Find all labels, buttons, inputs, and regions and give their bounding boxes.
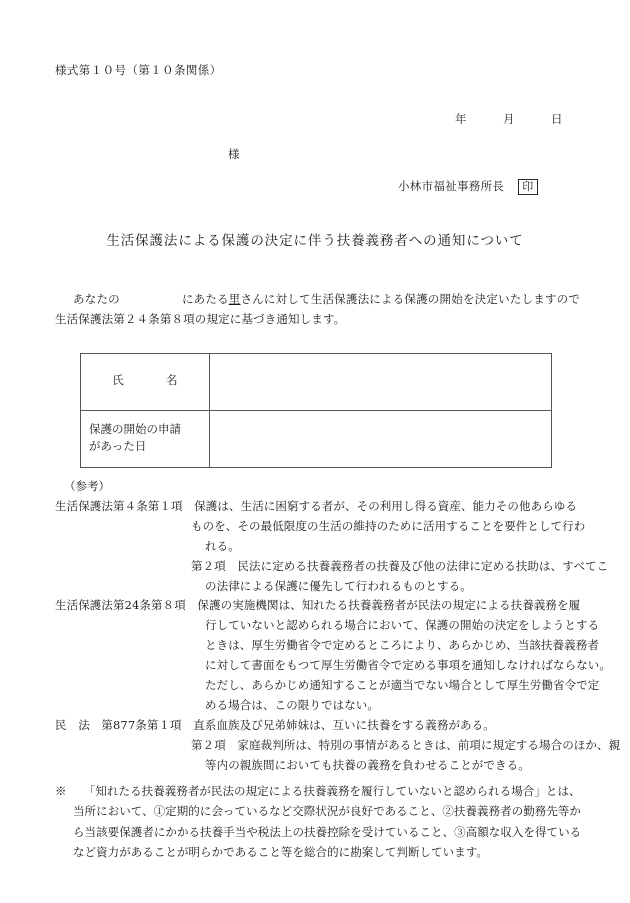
reference-line: ものを、その最低限度の生活の維持のために活用することを要件として行わ — [191, 518, 586, 533]
reference-heading: （参考） — [64, 479, 110, 493]
issuer-row — [398, 178, 538, 196]
table-label-name — [81, 354, 210, 411]
reference-line: の法律による保護に優先して行われるものとする。 — [205, 578, 472, 593]
table-value-application-date[interactable] — [210, 411, 552, 468]
reference-item-seikatsu-24-8 — [55, 596, 611, 715]
reference-item-minpo-877-1 — [55, 716, 585, 736]
reference-block — [55, 497, 621, 775]
form-number: 様式第１０号（第１０条関係） — [55, 63, 222, 77]
reference-line: 生活保護法第４条第１項 保護は、生活に困窮する者が、その利用し得る資産、能力その他あらゆる — [55, 499, 577, 513]
subject-name: 里 — [228, 292, 241, 306]
label-name-char2: 名 — [166, 375, 178, 388]
date-line: 年 月 日 — [455, 112, 563, 126]
reference-line: 民 法 第877条第１項 直系血族及び兄弟姉妹は、互いに扶養をする義務がある。 — [55, 717, 495, 732]
reference-line: 第２項 家庭裁判所は、特別の事情があるときは、前項に規定する場合のほか、親 — [191, 737, 621, 752]
reference-line: 等内の親族間においても扶養の義務を負わせることができる。 — [205, 757, 530, 772]
table-row — [81, 354, 552, 411]
table-label-application-date — [81, 411, 210, 468]
footnote-block — [55, 781, 583, 863]
footnote-line: ら当該要保護者にかかる扶養手当や税法上の扶養控除を受けていること、③高額な収入を得ている — [73, 824, 582, 839]
seal-stamp-box: 印 — [518, 179, 537, 196]
label-application-line2: があった日 — [89, 441, 147, 453]
footnote-line: ※ 「知れたる扶養義務者が民法の規定による扶養義務を履行していないと認められる場合」とは、 — [55, 784, 581, 798]
label-application-line1: 保護の開始の申請 — [89, 423, 181, 436]
page-title: 生活保護法による保護の決定に伴う扶養義務者への通知について — [106, 233, 524, 249]
body-paragraph — [55, 289, 580, 329]
reference-line: ただし、あらかじめ通知することが適当でない場合として厚生労働省令で定 — [205, 678, 600, 693]
label-name-char1: 氏 — [112, 375, 124, 388]
reference-item-seikatsu-4-1 — [55, 497, 585, 557]
applicant-info-table — [80, 353, 552, 468]
reference-item-seikatsu-4-2 — [55, 557, 609, 597]
issuer-name: 小林市福祉事務所長 — [398, 179, 505, 193]
footnote-line: など資力があることが明らかであること等を総合的に勘案して判断しています。 — [73, 845, 488, 860]
reference-line: ときは、厚生労働省令で定めるところにより、あらかじめ、当該扶養義務者 — [205, 638, 599, 653]
table-row — [81, 411, 552, 468]
addressee-suffix: 様 — [228, 147, 240, 161]
reference-line: める場合は、この限りではない。 — [205, 697, 379, 712]
reference-line: れる。 — [205, 538, 240, 553]
body-middle-text: にあたる — [181, 292, 229, 306]
reference-line: に対して書面をもつて厚生労働省令で定める事項を通知しなければならない。 — [205, 658, 611, 673]
reference-line: 生活保護法第24条第８項 保護の実施機関は、知れたる扶養義務者が民法の規定による扶養義務を履 — [55, 598, 581, 613]
body-tail-text: さんに対して生活保護法による保護の開始を決定いたしますので生活保護法第２４条第８項の規定に基づき通知します。 — [55, 292, 580, 327]
footnote-line: 当所において、①定期的に会っているなど交際状況が良好であること、②扶養義務者の勤務先等か — [73, 804, 581, 819]
reference-line: 行していないと認められる場合において、保護の開始の決定をしようとする — [205, 618, 600, 633]
table-value-name[interactable] — [210, 354, 552, 411]
reference-line: 第２項 民法に定める扶養義務者の扶養及び他の法律に定める扶助は、すべてこ — [191, 558, 609, 573]
reference-item-minpo-877-2 — [55, 736, 621, 776]
body-lead-text: あなたの — [73, 292, 120, 306]
